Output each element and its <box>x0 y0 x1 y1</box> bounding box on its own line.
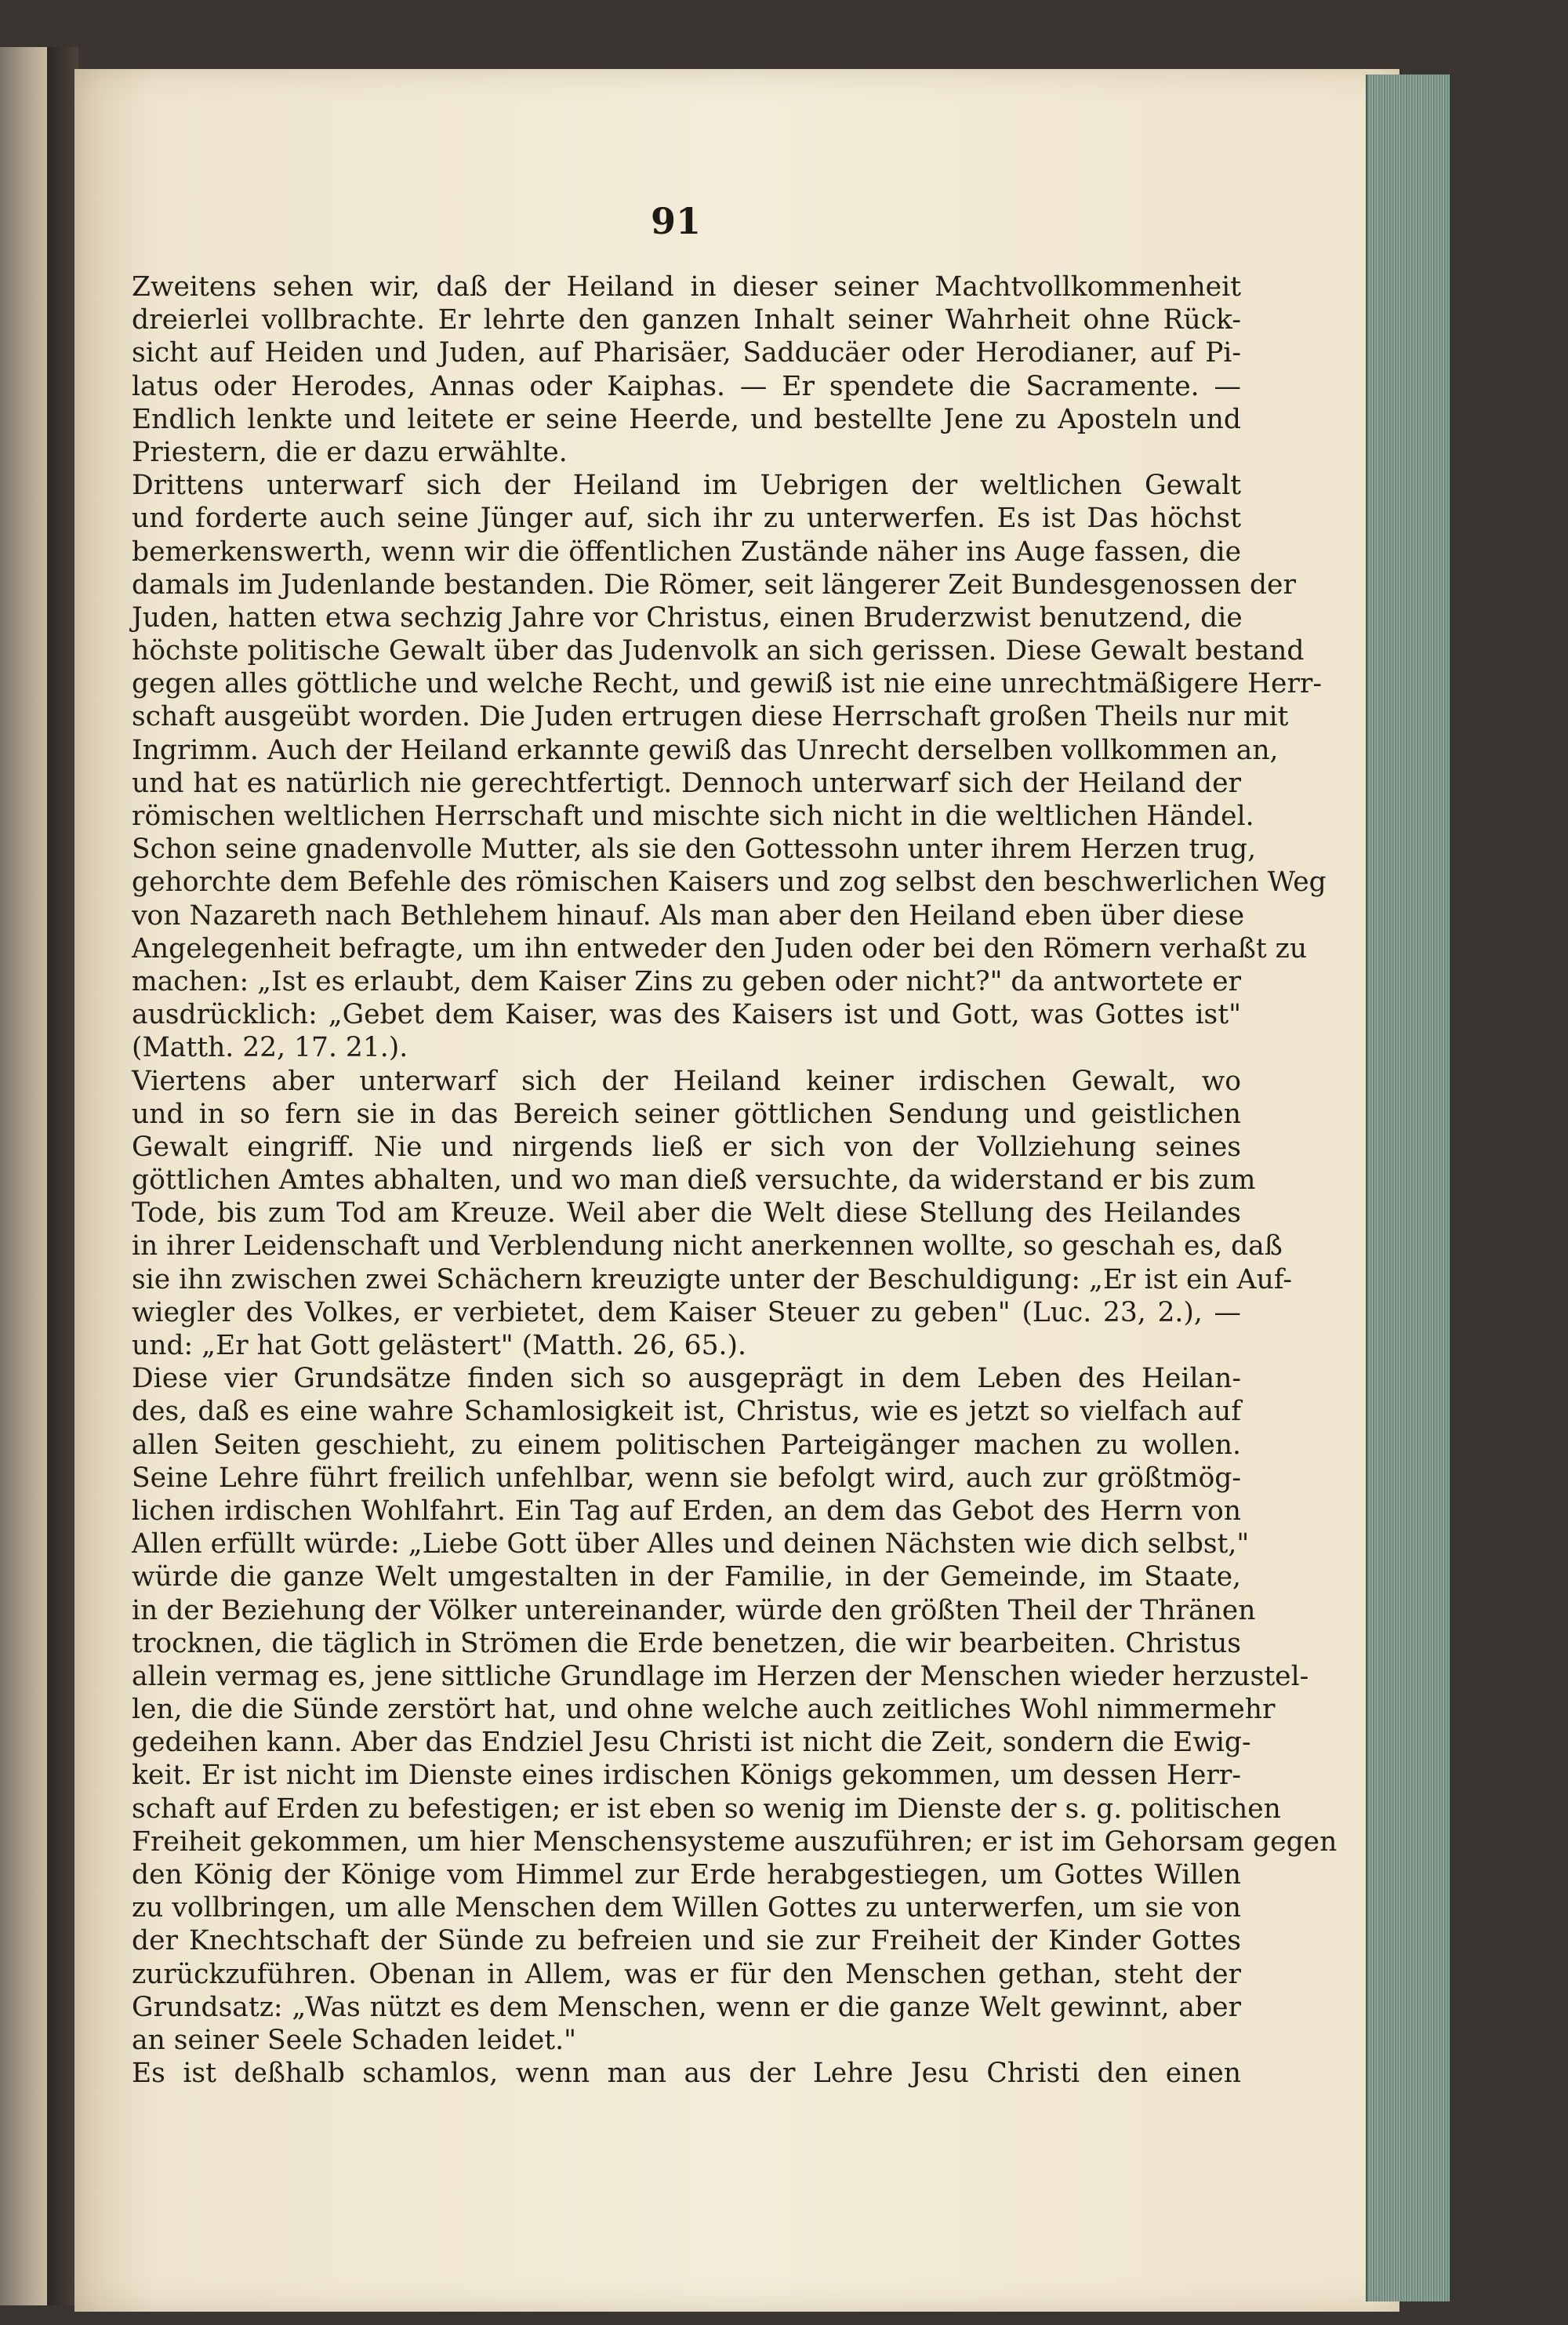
text-line: in der Beziehung der Völker untereinander, würde den größten Theil der Thränen <box>132 1594 1256 1626</box>
text-line: gehorchte dem Befehle des römischen Kaisers und zog selbst den beschwerlichen Weg <box>132 866 1327 899</box>
text-line: den König der Könige vom Himmel zur Erde herabgestiegen, um Gottes Willen <box>132 1859 1241 1891</box>
text-line: Endlich lenkte und leitete er seine Heerde, und bestellte Jene zu Aposteln und <box>132 403 1241 435</box>
text-line: und hat es natürlich nie gerechtfertigt. Dennoch unterwarf sich der Heiland der <box>132 767 1241 799</box>
text-line: Priestern, die er dazu erwählte. <box>132 436 568 468</box>
text-line: Gewalt eingriff. Nie und nirgends ließ er sich von der Vollziehung seines <box>132 1131 1241 1163</box>
text-line: der Knechtschaft der Sünde zu befreien und sie zur Freiheit der Kinder Gottes <box>132 1925 1241 1957</box>
text-line: bemerkenswerth, wenn wir die öffentlichen Zustände näher ins Auge fassen, die <box>132 536 1241 568</box>
text-line: machen: „Ist es erlaubt, dem Kaiser Zins zu geben oder nicht?" da antwortete er <box>132 965 1241 997</box>
book-gutter <box>47 47 78 2305</box>
text-line: Viertens aber unterwarf sich der Heiland keiner irdischen Gewalt, wo <box>132 1065 1241 1097</box>
text-line: Angelegenheit befragte, um ihn entweder den Juden oder bei den Römern verhaßt zu <box>132 932 1308 965</box>
text-line: sicht auf Heiden und Juden, auf Pharisäer, Sadducäer oder Herodianer, auf Pi- <box>132 337 1241 369</box>
text-line: zu vollbringen, um alle Menschen dem Willen Gottes zu unterwerfen, um sie von <box>132 1892 1241 1924</box>
text-line: und in so fern sie in das Bereich seiner göttlichen Sendung und geistlichen <box>132 1098 1241 1130</box>
text-line: schaft ausgeübt worden. Die Juden ertrugen diese Herrschaft großen Theils nur mit <box>132 701 1289 733</box>
text-line: sie ihn zwischen zwei Schächern kreuzigte unter der Beschuldigung: „Er ist ein Auf- <box>132 1263 1293 1295</box>
text-line: len, die die Sünde zerstört hat, und ohne welche auch zeitliches Wohl nimmermehr <box>132 1694 1276 1726</box>
text-line: zurückzuführen. Obenan in Allem, was er für den Menschen gethan, steht der <box>132 1958 1241 1990</box>
text-line: und: „Er hat Gott gelästert" (Matth. 26, 65.). <box>132 1330 746 1361</box>
text-line: latus oder Herodes, Annas oder Kaiphas. — Er spendete die Sacramente. — <box>132 370 1241 402</box>
text-line: Juden, hatten etwa sechzig Jahre vor Christus, einen Bruderzwist benutzend, die <box>132 601 1243 634</box>
page-number: 91 <box>651 200 702 242</box>
text-line: Allen erfüllt würde: „Liebe Gott über Alles und deinen Nächsten wie dich selbst," <box>132 1528 1250 1560</box>
text-line: Tode, bis zum Tod am Kreuze. Weil aber die Welt diese Stellung des Heilandes <box>132 1197 1241 1230</box>
text-line: römischen weltlichen Herrschaft und mischte sich nicht in die weltlichen Händel. <box>132 801 1254 832</box>
page-stack-edge <box>1366 74 1450 2301</box>
text-line: Ingrimm. Auch der Heiland erkannte gewiß das Unrecht derselben vollkommen an, <box>132 734 1279 766</box>
text-line: Schon seine gnadenvolle Mutter, als sie den Gottessohn unter ihrem Herzen trug, <box>132 834 1257 866</box>
text-line: damals im Judenlande bestanden. Die Römer, seit längerer Zeit Bundesgenossen der <box>132 569 1296 601</box>
text-line: Drittens unterwarf sich der Heiland im Uebrigen der weltlichen Gewalt <box>132 470 1241 502</box>
text-line: gegen alles göttliche und welche Recht, und gewiß ist nie eine unrechtmäßigere Herr- <box>132 668 1323 700</box>
text-line: Diese vier Grundsätze finden sich so ausgeprägt in dem Leben des Heilan- <box>132 1363 1241 1395</box>
text-line: (Matth. 22, 17. 21.). <box>132 1032 408 1064</box>
text-line: trocknen, die täglich in Strömen die Erde benetzen, die wir bearbeiten. Christus <box>132 1627 1241 1659</box>
text-line: allein vermag es, jene sittliche Grundlage im Herzen der Menschen wieder herzustel- <box>132 1660 1309 1692</box>
text-line: allen Seiten geschieht, zu einem politischen Parteigänger machen zu wollen. <box>132 1429 1241 1461</box>
body-text <box>132 271 1338 2090</box>
text-line: höchste politische Gewalt über das Judenvolk an sich gerissen. Diese Gewalt bestand <box>132 635 1305 667</box>
text-line: in ihrer Leidenschaft und Verblendung nicht anerkennen wollte, so geschah es, daß <box>132 1230 1283 1262</box>
text-line: keit. Er ist nicht im Dienste eines irdischen Königs gekommen, um dessen Herr- <box>132 1760 1241 1792</box>
text-line: ausdrücklich: „Gebet dem Kaiser, was des Kaisers ist und Gott, was Gottes ist" <box>132 999 1241 1031</box>
text-line: würde die ganze Welt umgestalten in der Familie, in der Gemeinde, im Staate, <box>132 1561 1241 1593</box>
text-line: wiegler des Volkes, er verbietet, dem Kaiser Steuer zu geben" (Luc. 23, 2.), — <box>132 1296 1241 1328</box>
text-line: Grundsatz: „Was nützt es dem Menschen, wenn er die ganze Welt gewinnt, aber <box>132 1991 1241 2023</box>
text-line: dreierlei vollbrachte. Er lehrte den ganzen Inhalt seiner Wahrheit ohne Rück- <box>132 304 1241 336</box>
text-line: Freiheit gekommen, um hier Menschensysteme auszuführen; er ist im Gehorsam gegen <box>132 1825 1338 1858</box>
text-line: an seiner Seele Schaden leidet." <box>132 2024 577 2056</box>
text-line: des, daß es eine wahre Schamlosigkeit ist, Christus, wie es jetzt so vielfach auf <box>132 1396 1241 1428</box>
text-line: lichen irdischen Wohlfahrt. Ein Tag auf Erden, an dem das Gebot des Herrn von <box>132 1495 1241 1527</box>
text-line: Zweitens sehen wir, daß der Heiland in dieser seiner Machtvollkommenheit <box>132 271 1241 303</box>
text-line: gedeihen kann. Aber das Endziel Jesu Christi ist nicht die Zeit, sondern die Ewig- <box>132 1727 1251 1759</box>
text-line: Es ist deßhalb schamlos, wenn man aus der Lehre Jesu Christi den einen <box>132 2058 1241 2090</box>
text-line: von Nazareth nach Bethlehem hinauf. Als man aber den Heiland eben über diese <box>132 899 1245 932</box>
text-line: und forderte auch seine Jünger auf, sich ihr zu unterwerfen. Es ist Das höchst <box>132 503 1241 535</box>
text-line: Seine Lehre führt freilich unfehlbar, wenn sie befolgt wird, auch zur größtmög- <box>132 1462 1241 1494</box>
text-line: göttlichen Amtes abhalten, und wo man dieß versuchte, da widerstand er bis zum <box>132 1164 1256 1197</box>
text-line: schaft auf Erden zu befestigen; er ist eben so wenig im Dienste der s. g. politischen <box>132 1793 1281 1825</box>
